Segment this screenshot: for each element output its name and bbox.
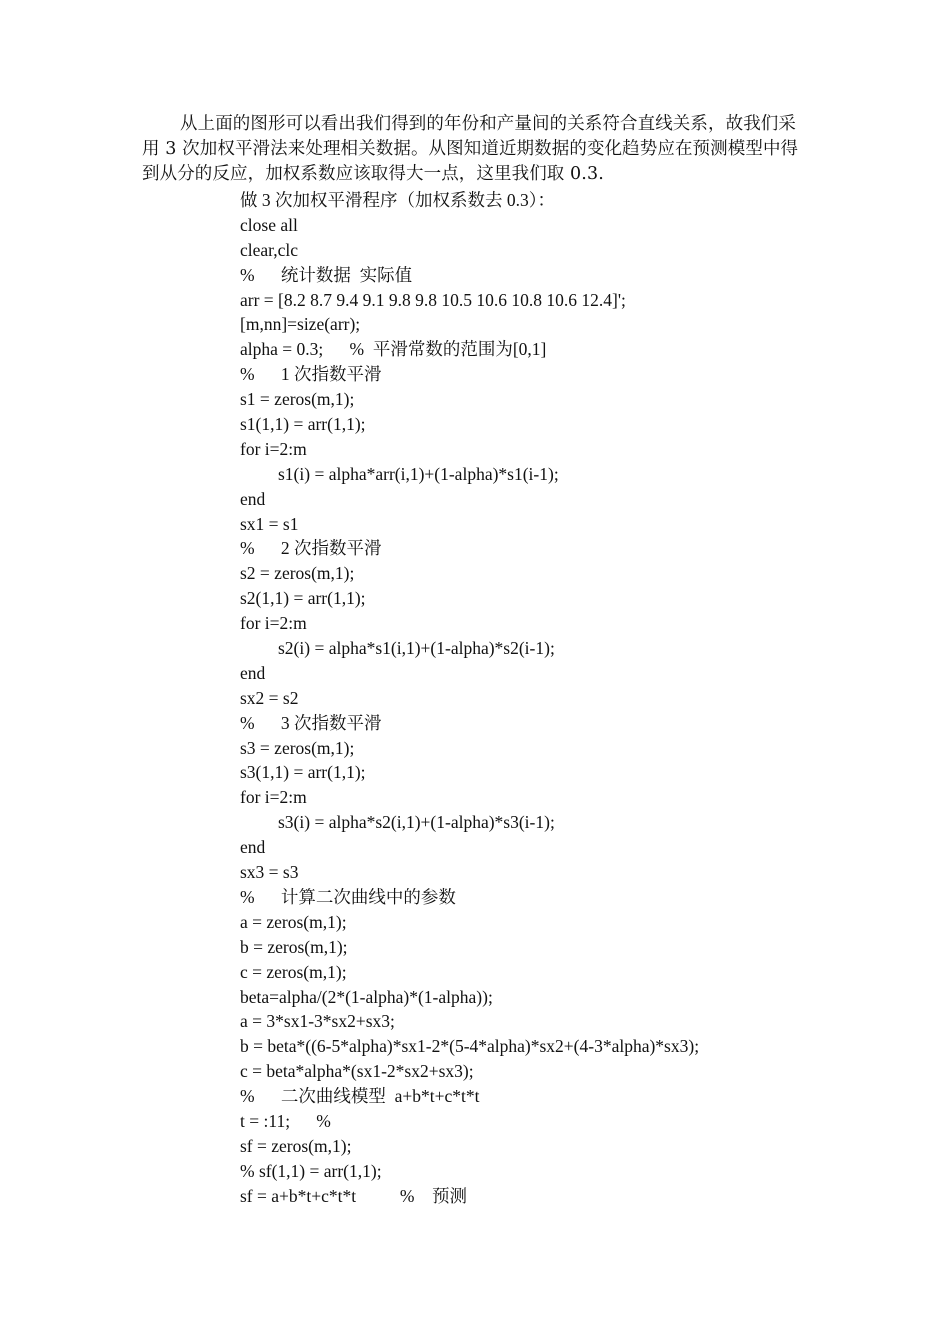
code-comment: % sf(1,1) = arr(1,1); bbox=[240, 1160, 382, 1181]
code-line: sx2 = s2 bbox=[240, 687, 299, 708]
code-line: s3(1,1) = arr(1,1); bbox=[240, 762, 366, 783]
code-line: sx3 = s3 bbox=[240, 862, 299, 883]
program-heading: 做 3 次加权平滑程序（加权系数去 0.3）： bbox=[240, 190, 555, 210]
code-line: a = zeros(m,1); bbox=[240, 911, 347, 932]
code-comment: % 2 次指数平滑 bbox=[240, 538, 382, 559]
code-line: sf = a+b*t+c*t*t % 预测 bbox=[240, 1185, 467, 1206]
code-block bbox=[240, 188, 860, 1209]
code-line: for i=2:m bbox=[240, 438, 307, 459]
code-line: s1 = zeros(m,1); bbox=[240, 389, 355, 410]
code-line: s3 = zeros(m,1); bbox=[240, 737, 355, 758]
code-comment: % 1 次指数平滑 bbox=[240, 364, 382, 385]
code-line: end bbox=[240, 488, 266, 509]
code-line: alpha = 0.3; % 平滑常数的范围为[0,1] bbox=[240, 339, 547, 360]
code-line: [m,nn]=size(arr); bbox=[240, 314, 361, 335]
intro-paragraph-text: 从上面的图形可以看出我们得到的年份和产量间的关系符合直线关系，故我们采用 3 次加权平滑法来处理相关数据。从图知道近期数据的变化趋势应在预测模型中得到从分的反应，加权系数应该取得大一点，这里我们取 0.3. bbox=[142, 114, 799, 184]
code-line: a = 3*sx1-3*sx2+sx3; bbox=[240, 1011, 395, 1032]
code-line: b = beta*((6-5*alpha)*sx1-2*(5-4*alpha)*sx2+(4-3*alpha)*sx3); bbox=[240, 1036, 700, 1057]
code-line: for i=2:m bbox=[240, 613, 307, 634]
code-line-indented: s1(i) = alpha*arr(i,1)+(1-alpha)*s1(i-1); bbox=[278, 463, 559, 484]
code-line: clear,clc bbox=[240, 239, 299, 260]
code-line: beta=alpha/(2*(1-alpha)*(1-alpha)); bbox=[240, 986, 493, 1007]
code-line: end bbox=[240, 662, 266, 683]
code-line: sx1 = s1 bbox=[240, 513, 299, 534]
code-line-indented: s2(i) = alpha*s1(i,1)+(1-alpha)*s2(i-1); bbox=[278, 638, 555, 659]
code-line: c = zeros(m,1); bbox=[240, 961, 347, 982]
code-line: b = zeros(m,1); bbox=[240, 936, 348, 957]
code-line: sf = zeros(m,1); bbox=[240, 1135, 352, 1156]
code-comment: % 二次曲线模型 a+b*t+c*t*t bbox=[240, 1086, 480, 1107]
code-line: s2 = zeros(m,1); bbox=[240, 563, 355, 584]
code-line: c = beta*alpha*(sx1-2*sx2+sx3); bbox=[240, 1061, 474, 1082]
code-line: end bbox=[240, 837, 266, 858]
code-line: close all bbox=[240, 214, 298, 235]
code-comment: % 统计数据 实际值 bbox=[240, 264, 413, 285]
code-line: s1(1,1) = arr(1,1); bbox=[240, 414, 366, 435]
code-line: for i=2:m bbox=[240, 787, 307, 808]
code-line: t = :11; % bbox=[240, 1110, 331, 1131]
code-line-indented: s3(i) = alpha*s2(i,1)+(1-alpha)*s3(i-1); bbox=[278, 812, 555, 833]
code-comment: % 3 次指数平滑 bbox=[240, 712, 382, 733]
intro-paragraph bbox=[142, 112, 812, 187]
code-line: arr = [8.2 8.7 9.4 9.1 9.8 9.8 10.5 10.6 10.8 10.6 12.4]'; bbox=[240, 289, 626, 310]
code-line: s2(1,1) = arr(1,1); bbox=[240, 588, 366, 609]
code-comment: % 计算二次曲线中的参数 bbox=[240, 886, 456, 907]
